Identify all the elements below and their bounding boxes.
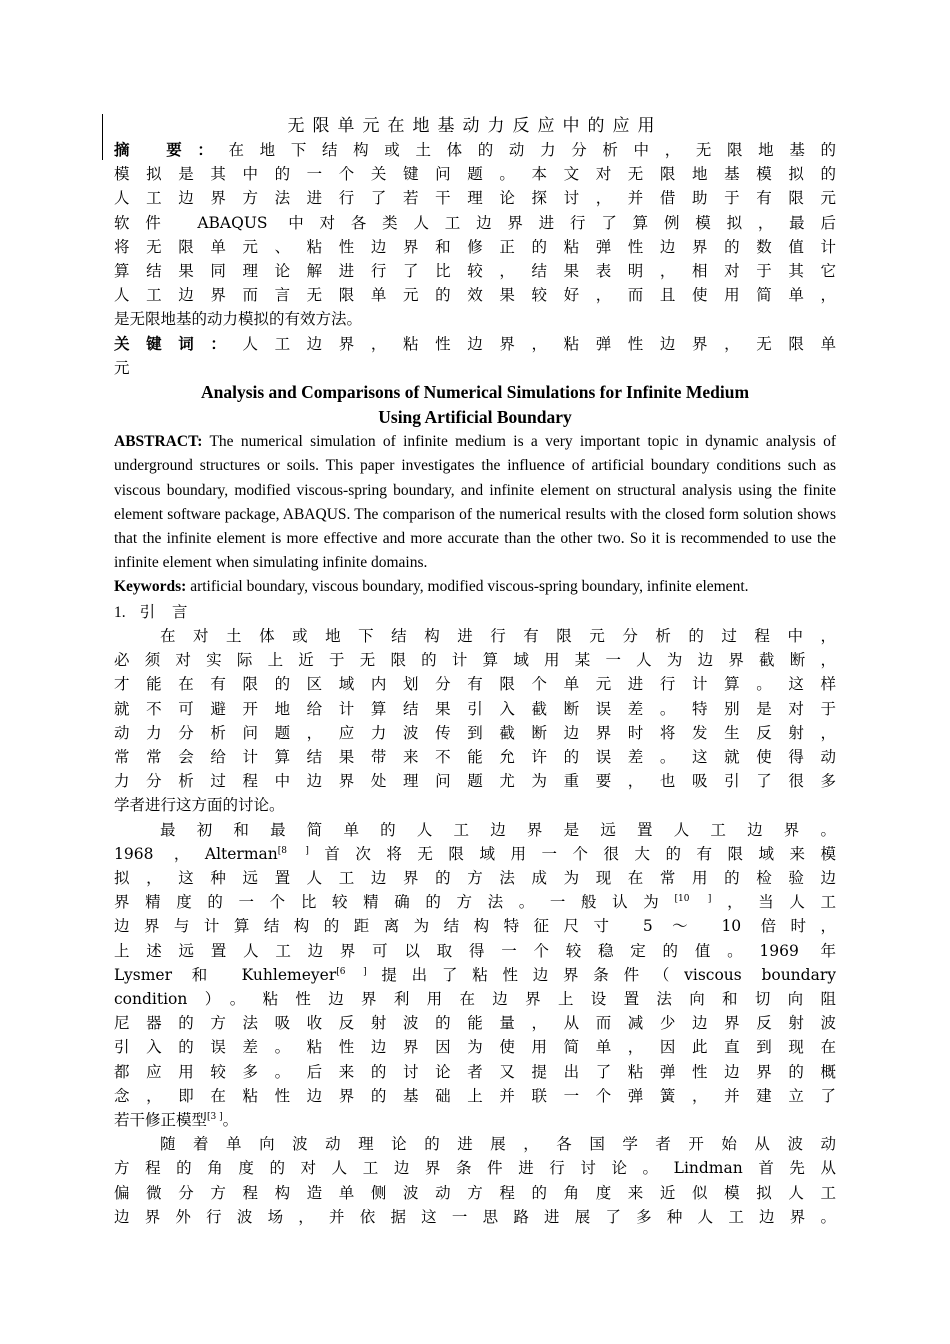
english-title-line1: Analysis and Comparisons of Numerical Simulations for Infinite Medium	[200, 382, 750, 402]
paragraph-line: 拟，这种远置人工边界的方法成为现在常用的检验边	[114, 869, 836, 888]
paragraph-line: 动力分析问题，应力波传到截断边界时将发生反射，	[114, 723, 836, 742]
abstract-line: 算结果同理论解进行了比较，结果表明，相对于其它	[114, 262, 836, 281]
margin-mark	[102, 114, 103, 160]
keywords-en-label: Keywords:	[114, 578, 187, 595]
citation: [3 ]	[207, 1112, 223, 1123]
paragraph-line: 必须对实际上近于无限的计算域用某一人为边界截断，	[114, 651, 836, 670]
paragraph-line: condition）。粘性边界利用在边界上设置法向和切向阻	[114, 990, 836, 1009]
chinese-abstract	[114, 138, 836, 380]
paragraph-line: 引入的误差。粘性边界因为使用简单，因此直到现在	[114, 1038, 836, 1057]
citation: [6 ]	[336, 966, 367, 977]
paragraph-line: 界精度的一个比较精确的方法。一般认为[10 ]，当人工	[114, 893, 836, 912]
abstract-line: 将无限单元、粘性边界和修正的粘弹性边界的数值计	[114, 237, 836, 256]
keywords-zh: 关键词：人工边界，粘性边界，粘弹性边界，无限单	[114, 334, 836, 353]
abstract-label: 摘 要：	[114, 141, 229, 159]
abstract-line: 人工边界方法进行了若干理论探讨，并借助于有限元	[114, 189, 836, 208]
paragraph-line: 若干修正模型[3 ]。	[114, 1111, 239, 1130]
section-heading	[114, 600, 836, 625]
keywords-en-text: artificial boundary, viscous boundary, modified viscous-spring boundary, infinite element.	[190, 578, 749, 595]
abstract-en-text: The numerical simulation of infinite medium is a very important topic in dynamic analysis of underground structures or soils. This paper investigates the influence of artificial boundary conditions such as viscous boundary, modified viscous-spring boundary, and infinite element on structural analysis using the finite element software package, ABAQUS. The comparison of the numerical results with the closed form solution shows that the infinite element is more effective and more accurate than the other two. So it is recommended to use the infinite element when simulating infinite domains.	[114, 433, 836, 572]
abstract-en-label: ABSTRACT:	[114, 433, 203, 450]
citation: [8 ]	[277, 845, 309, 856]
paragraph-line: 尼器的方法吸收反射波的能量，从而减少边界反射波	[114, 1014, 836, 1033]
paragraph-line: 最初和最简单的人工边界是远置人工边界。	[160, 820, 836, 839]
english-abstract	[114, 430, 836, 576]
paragraph-line: 在对土体或地下结构进行有限元分析的过程中，	[160, 627, 836, 645]
section-title: 引 言	[139, 603, 194, 621]
paragraph-line: 学者进行这方面的讨论。	[114, 796, 285, 815]
paragraph-line: 1968 ，Alterman[8 ]首次将无限域用一个很大的有限域来模	[114, 844, 837, 863]
paragraph-line: 偏微分方程构造单侧波动方程的角度来近似模拟人工	[114, 1183, 836, 1202]
paragraph-line: 就不可避开地给计算结果引入截断误差。特别是对于	[114, 699, 836, 718]
english-keywords	[114, 575, 836, 599]
abstract-line: 模拟是其中的一个关键问题。本文对无限地基模拟的	[114, 165, 836, 184]
abstract-line: 软件 ABAQUS 中对各类人工边界进行了算例模拟，最后	[114, 213, 836, 232]
citation: [10 ]	[674, 894, 712, 905]
paragraph-line: 边界与计算结构的距离为结构特征尺寸 5 ～ 10 倍时，	[114, 917, 836, 936]
chinese-title: 无限单元在地基动力反应中的应用	[287, 116, 663, 136]
paragraph-line: 都应用较多。后来的讨论者又提出了粘弹性边界的概	[114, 1062, 836, 1081]
paragraph-line: 边界外行波场，并依据这一思路进展了多种人工边界。	[114, 1207, 836, 1226]
section-number: 1.	[114, 604, 126, 621]
keywords-zh-label: 关键词：	[114, 334, 243, 353]
abstract-line: 人工边界而言无限单元的效果较好，而且使用简单，	[114, 286, 836, 305]
abstract-line: 摘 要：在地下结构或土体的动力分析中，无限地基的	[114, 141, 836, 159]
abstract-line: 是无限地基的动力模拟的有效方法。	[114, 310, 363, 329]
english-title-line2: Using Artificial Boundary	[378, 407, 572, 427]
paragraph-line: Lysmer 和 Kuhlemeyer[6 ]提出了粘性边界条件（viscous boundary	[114, 965, 836, 984]
paragraph-line: 才能在有限的区域内划分有限个单元进行计算。这样	[114, 675, 836, 694]
paragraph-line: 上述远置人工边界可以取得一个较稳定的值。1969 年	[114, 941, 836, 960]
keywords-zh-wrap: 元	[114, 358, 130, 377]
paragraph-line: 方程的角度的对人工边界条件进行讨论。Lindman首先从	[114, 1159, 836, 1178]
paragraph-line: 念，即在粘性边界的基础上并联一个弹簧，并建立了	[114, 1086, 836, 1105]
paragraph-line: 力分析过程中边界处理问题尤为重要，也吸引了很多	[114, 772, 836, 791]
paragraph-line: 常常会给计算结果带来不能允许的误差。这就使得动	[114, 748, 836, 767]
paragraph-line: 随着单向波动理论的进展，各国学者开始从波动	[160, 1135, 836, 1154]
section-body	[114, 624, 836, 1229]
english-title	[114, 380, 836, 430]
